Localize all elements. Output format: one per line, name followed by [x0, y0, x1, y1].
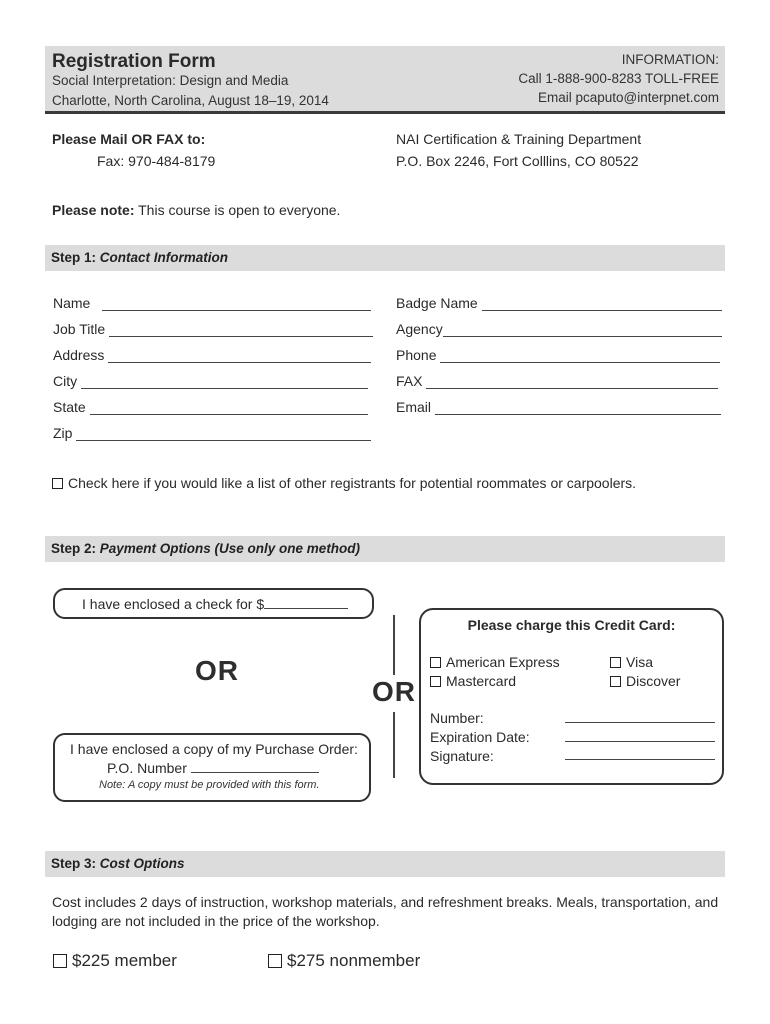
or-label-middle: OR: [372, 676, 416, 707]
job-title-field[interactable]: [53, 321, 373, 337]
step3-title: Cost Options: [99, 856, 185, 871]
po-payment-box: [53, 733, 371, 802]
note-label: Please note:: [52, 202, 135, 218]
po-number-field[interactable]: [107, 760, 319, 776]
info-phone: Call 1-888-900-8283 TOLL-FREE: [518, 71, 719, 86]
phone-label: Phone: [396, 347, 437, 363]
state-label: State: [53, 399, 86, 415]
po-number-label: P.O. Number: [107, 760, 187, 776]
step3-label: [51, 856, 185, 871]
note-text: This course is open to everyone.: [134, 202, 341, 218]
badge-name-line[interactable]: [482, 298, 722, 311]
step2-title: Payment Options (Use only one method): [99, 541, 361, 556]
member-checkbox[interactable]: [53, 954, 67, 968]
form-title: Registration Form: [52, 51, 216, 72]
course-title: Social Interpretation: Design and Media: [52, 73, 289, 88]
phone-line[interactable]: [440, 350, 720, 363]
step2-label: [51, 541, 360, 556]
cc-number-line[interactable]: [565, 709, 715, 723]
name-label: Name: [53, 295, 91, 311]
cc-expiration-label: Expiration Date:: [430, 729, 530, 745]
please-note: [52, 202, 340, 218]
amex-checkbox[interactable]: [430, 657, 441, 668]
step2-prefix: Step 2:: [51, 541, 100, 556]
name-field[interactable]: [53, 295, 371, 311]
check-text: I have enclosed a check for $: [82, 596, 265, 612]
agency-line[interactable]: [443, 324, 722, 337]
step1-label: [51, 250, 228, 265]
state-line[interactable]: [90, 402, 368, 415]
discover-label: Discover: [626, 673, 681, 689]
zip-field[interactable]: [53, 425, 371, 441]
cost-description-line2: lodging are not included in the price of the workshop.: [52, 913, 380, 929]
city-label: City: [53, 373, 78, 389]
form-header: [45, 46, 725, 114]
roommate-checkbox[interactable]: [52, 478, 63, 489]
mail-label: Please Mail OR FAX to:: [52, 131, 206, 147]
roommate-option[interactable]: [52, 475, 636, 491]
mail-department: NAI Certification & Training Department: [396, 131, 642, 147]
roommate-text: Check here if you would like a list of other registrants for potential roommates or carpoolers.: [68, 475, 637, 491]
step1-title: Contact Information: [99, 250, 229, 265]
or-label-left: OR: [195, 655, 239, 686]
check-payment[interactable]: [82, 596, 348, 612]
email-field[interactable]: [396, 399, 721, 415]
member-label: $225 member: [72, 951, 177, 970]
step3-prefix: Step 3:: [51, 856, 100, 871]
city-field[interactable]: [53, 373, 368, 389]
discover-checkbox[interactable]: [610, 676, 621, 687]
cc-signature-line[interactable]: [565, 746, 715, 760]
nonmember-label: $275 nonmember: [287, 951, 421, 970]
divider-bottom: [393, 712, 395, 778]
mastercard-checkbox[interactable]: [430, 676, 441, 687]
address-label: Address: [53, 347, 105, 363]
zip-label: Zip: [53, 425, 73, 441]
cc-title: Please charge this Credit Card:: [467, 617, 676, 633]
nonmember-checkbox[interactable]: [268, 954, 282, 968]
check-amount-line[interactable]: [264, 597, 348, 609]
visa-checkbox[interactable]: [610, 657, 621, 668]
contact-info: [518, 50, 719, 107]
fax-label: FAX: [396, 373, 423, 389]
address-line[interactable]: [108, 350, 371, 363]
badge-name-field[interactable]: [396, 295, 722, 311]
email-label: Email: [396, 399, 432, 415]
job-title-line[interactable]: [109, 324, 373, 337]
zip-line[interactable]: [76, 428, 371, 441]
mail-address: P.O. Box 2246, Fort Colllins, CO 80522: [396, 153, 639, 169]
state-field[interactable]: [53, 399, 368, 415]
agency-field[interactable]: [396, 321, 722, 337]
agency-label: Agency: [396, 321, 443, 337]
phone-field[interactable]: [396, 347, 720, 363]
amex-option[interactable]: [430, 654, 560, 670]
amex-label: American Express: [446, 654, 560, 670]
po-number-line[interactable]: [191, 761, 319, 773]
discover-option[interactable]: [610, 673, 680, 689]
visa-option[interactable]: [610, 654, 653, 670]
course-location-date: Charlotte, North Carolina, August 18–19, 2014: [52, 93, 329, 108]
po-text: I have enclosed a copy of my Purchase Order:: [70, 741, 358, 757]
badge-name-label: Badge Name: [396, 295, 478, 311]
name-line[interactable]: [102, 298, 371, 311]
cc-signature-label: Signature:: [430, 748, 494, 764]
nonmember-option[interactable]: [268, 951, 420, 971]
info-email: Email pcaputo@interpnet.com: [537, 90, 719, 105]
fax-line[interactable]: [426, 376, 718, 389]
mastercard-option[interactable]: [430, 673, 516, 689]
cc-expiration-line[interactable]: [565, 728, 715, 742]
info-label: INFORMATION:: [621, 52, 719, 67]
member-option[interactable]: [53, 951, 177, 971]
check-payment-box: [53, 588, 374, 619]
mastercard-label: Mastercard: [446, 673, 517, 689]
cc-number-label: Number:: [430, 710, 484, 726]
fax-number: Fax: 970-484-8179: [97, 153, 216, 169]
cost-description-line1: Cost includes 2 days of instruction, workshop materials, and refreshment breaks. Meals, transportation, and: [52, 894, 719, 910]
divider-top: [393, 615, 395, 675]
step1-bar: [45, 245, 725, 271]
po-note: Note: A copy must be provided with this form.: [99, 779, 320, 791]
city-line[interactable]: [81, 376, 368, 389]
email-line[interactable]: [435, 402, 721, 415]
visa-label: Visa: [626, 654, 653, 670]
address-field[interactable]: [53, 347, 371, 363]
step2-bar: [45, 536, 725, 562]
credit-card-box: [419, 608, 724, 785]
job-title-label: Job Title: [53, 321, 106, 337]
fax-field[interactable]: [396, 373, 718, 389]
step1-prefix: Step 1:: [51, 250, 100, 265]
step3-bar: [45, 851, 725, 877]
